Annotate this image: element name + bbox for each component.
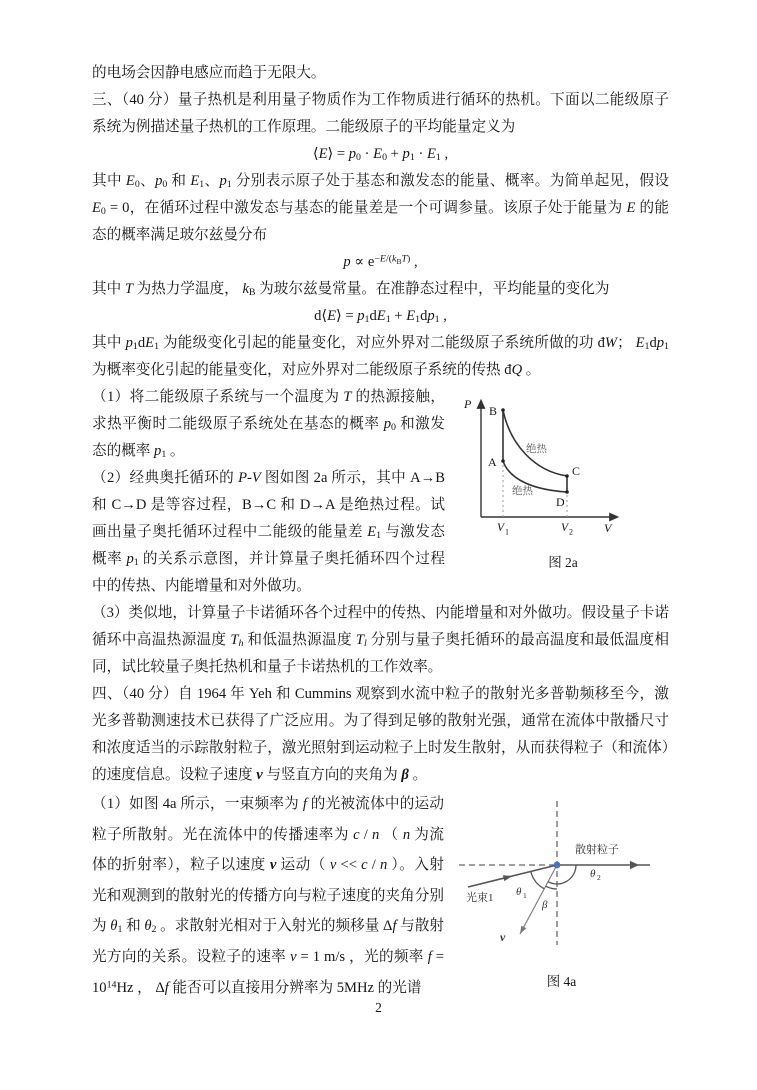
fig2a-adiabat-bc-curve xyxy=(503,410,567,476)
fig2a-v1-subscript: 1 xyxy=(505,527,509,537)
problem-3-quasistatic-paragraph: 其中 T 为热力学温度， kB 为玻尔兹曼常量。在准静态过程中，平均能量的变化为 xyxy=(92,281,610,298)
problem-3-boltzmann-paragraph: 其中 E0、p0 和 E1、p1 分别表示原子处于基态和激发态的能量、概率。为简单起见，假设 E0 = 0，在循环过程中激发态与基态的能量差是一个可调参量。该原子处于能量为 E 的能态的概率满足玻尔兹曼分布 xyxy=(92,173,669,243)
fig2a-point-b-label: B xyxy=(489,404,498,418)
fig2a-adiabat-lower-label: 绝热 xyxy=(512,486,533,497)
fig2a-point-d-label: D xyxy=(556,495,565,509)
figure-4a-scattering-diagram xyxy=(454,795,669,963)
fig2a-v-axis-label: V xyxy=(604,521,612,535)
problem-4-q1-block xyxy=(92,789,669,1003)
fig4a-theta1-subscript: 1 xyxy=(523,891,527,900)
problem-3-work-heat-paragraph: 其中 p1dE1 为能级变化引起的能量变化，对应外界对二能级原子系统所做的功 đW； E1dp1 为概率变化引起的能量变化，对应外界对二能级原子系统的传热 đQ 。 xyxy=(92,335,669,378)
fig4a-beta-arc xyxy=(546,886,557,889)
problem-3-question-3: （3）类似地，计算量子卡诺循环各个过程中的传热、内能增量和对外做功。假设量子卡诺循环中高温热源温度 Th 和低温热源温度 Tl 分别与量子奥托循环的最高温度和最低温度相同，试比较量子奥托热机和量子卡诺热机的工作效率。 xyxy=(92,605,669,675)
fig2a-point-b-dot xyxy=(501,408,505,412)
fig2a-point-c-dot xyxy=(565,474,569,478)
problem-4-intro: 四、（40 分）自 1964 年 Yeh 和 Cummins 观察到水流中粒子的散射光多普勒频移至今，激光多普勒测速技术已获得了广泛应用。为了得到足够的散射光强，通常在流体中散播尺寸和浓度适当的示踪散射粒子，激光照射到运动粒子上时发生散射，从而获得粒子（和流体）的速度信息。设粒子速度 v 与竖直方向的夹角为 β 。 xyxy=(92,686,669,783)
fig2a-v2-subscript: 2 xyxy=(569,527,573,537)
figure-2a xyxy=(457,388,669,572)
problem-3-q1-q2-block xyxy=(92,384,669,600)
fig2a-point-a-label: A xyxy=(488,455,497,469)
fig4a-beta-label: β xyxy=(542,899,548,911)
fig4a-theta1-label: θ xyxy=(516,886,522,898)
fig4a-velocity-label: v xyxy=(500,930,506,944)
fig2a-point-a-dot xyxy=(501,459,505,463)
figure-2a-caption: 图 2a xyxy=(548,555,578,570)
problem-3-section xyxy=(92,87,669,681)
fig2a-point-c-label: C xyxy=(572,464,581,478)
formula-energy-differential: d⟨E⟩ = p1dE1 + E1dp1 , xyxy=(314,308,447,325)
fig2a-v1-label: V xyxy=(497,522,505,534)
fig4a-beam-label: 光束1 xyxy=(466,892,494,904)
formula-average-energy: ⟨E⟩ = p0 · E0 + p1 · E1 , xyxy=(312,146,449,163)
fig4a-particle-label: 散射粒子 xyxy=(575,844,619,856)
formula-boltzmann-distribution: $p \propto e^{-E/(k}B^{T)}$ , xyxy=(343,253,418,270)
figure-2a-pv-diagram xyxy=(457,388,669,540)
paragraph-previous-problem-tail: 的电场会因静电感应而趋于无限大。 xyxy=(92,65,326,81)
figure-4a xyxy=(454,795,669,991)
problem-4-section xyxy=(92,681,669,1003)
figure-4a-caption: 图 4a xyxy=(546,974,577,989)
fig2a-adiabat-upper-label: 绝热 xyxy=(526,444,547,455)
problem-3-intro: 三、（40 分）量子热机是利用量子物质作为工作物质进行循环的热机。下面以二能级原子系统为例描述量子热机的工作原理。二能级原子的平均能量定义为 xyxy=(92,92,669,135)
problem-4-question-1: （1）如图 4a 所示，一束频率为 f 的光被流体中的运动粒子所散射。光在流体中的传播速率为 c / n （ n 为流体的折射率），粒子以速度 v 运动（ v << c / n ）。入射光和观测到的散射光的传播方向与粒子速度的夹角分别为 θ1 和 θ2 。求散射光相对于入射光的频移量 Δf 与散射光方向的关系。设粒子的速率 v = 1 m/s ，光的频率 $f = 10^{14}Hz$ ， Δf 能否可以直接用分辨率为 5MHz 的光谱 xyxy=(92,796,444,996)
fig2a-point-d-dot xyxy=(565,490,569,494)
fig4a-particle-dot xyxy=(554,862,561,869)
fig2a-p-axis-label: P xyxy=(464,397,472,411)
fig4a-velocity-arrowhead xyxy=(520,926,526,934)
fig4a-theta1-arc xyxy=(531,872,545,889)
fig4a-theta2-subscript: 2 xyxy=(597,873,601,882)
problem-3-question-2: （2）经典奥托循环的 P-V 图如图 2a 所示，其中 A→B 和 C→D 是等容过程，B→C 和 D→A 是绝热过程。试画出量子奥托循环过程中二能级的能量差 E1 与激发态概率 p1 的关系示意图，并计算量子奥托循环四个过程中的传热、内能增量和对外做功。 xyxy=(92,470,445,594)
fig4a-theta2-label: θ xyxy=(590,868,596,880)
fig4a-scattered-ray-arrowhead xyxy=(630,861,639,869)
page-content xyxy=(92,60,669,1003)
fig4a-incident-beam-arrowhead xyxy=(503,875,513,881)
page-number: 2 xyxy=(375,1000,382,1015)
problem-3-question-1: （1）将二能级原子系统与一个温度为 T 的热源接触，求热平衡时二能级原子系统处在基态的概率 p0 和激发态的概率 p1 。 xyxy=(92,389,445,460)
fig2a-v2-label: V xyxy=(561,522,569,534)
